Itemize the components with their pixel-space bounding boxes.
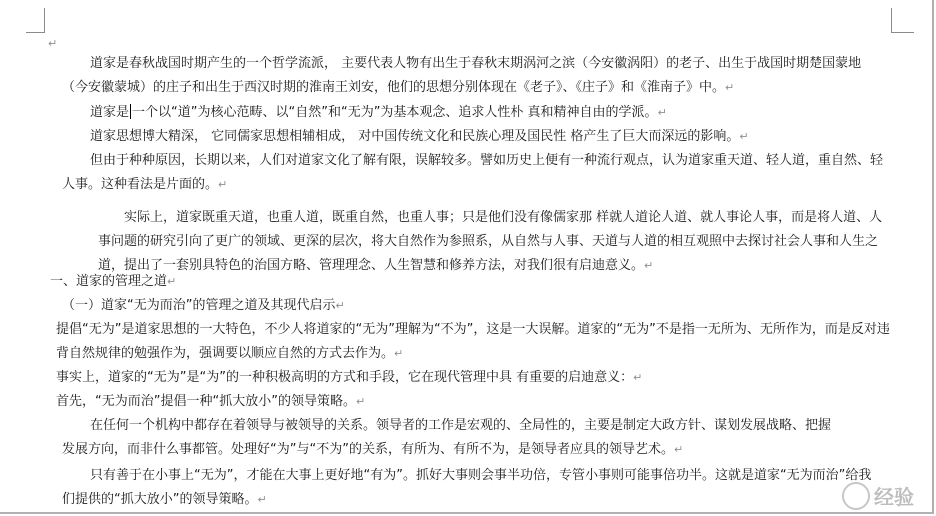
- text-line: （今安徽蒙城）的庄子和出生于西汉时期的淮南王刘安，他们的思想分别体现在《老子》、《庄子》和《淮南子》中。↵: [62, 80, 735, 95]
- text-line: 事问题的研究引向了更广的领域、更深的层次，将大自然作为参照系，从自然与人事、天道与人道的相互观照中去探讨社会人事和人生之: [98, 234, 879, 249]
- subsection-heading: （一）道家“无为而治”的管理之道及其现代启示↵: [62, 298, 345, 313]
- watermark-icon: [842, 482, 870, 510]
- crop-mark-top-right: [891, 8, 914, 33]
- text-line: 事实上，道家的“无为”是“为”的一种积极高明的方式和手段，它在现代管理中具 有重要的启迪意义：↵: [56, 370, 643, 385]
- text-line: 在任何一个机构中都存在着领导与被领导的关系。领导者的工作是宏观的、全局性的，主要是制定大政方针、谋划发展战略、把握: [90, 418, 832, 433]
- text-line: 提倡“无为”是道家思想的一大特色，不少人将道家的“无为”理解为“不为”，这是一大误解。道家的“无为”不是指一无所为、无所作为，而是反对违: [56, 322, 890, 337]
- section-heading: 一、道家的管理之道↵: [50, 274, 177, 289]
- text-line: 人事。这种看法是片面的。↵: [62, 177, 228, 192]
- paragraph-mark: ↵: [48, 37, 58, 50]
- text-line: 只有善于在小事上“无为”，才能在大事上更好地“有为”。抓好大事则会事半功倍，专管小事则可能事倍功半。这就是道家“无为而治”给我: [90, 468, 872, 483]
- text-line: 但由于种种原因，长期以来，人们对道家文化了解有限，误解较多。譬如历史上便有一种流行观点，认为道家重天道、轻人道，重自然、轻: [90, 153, 884, 168]
- text-line: 首先，“无为而治”提倡一种“抓大放小”的领导策略。↵: [56, 394, 366, 409]
- text-line: 背自然规律的勉强作为，强调要以顺应自然的方式去作为。↵: [56, 346, 404, 361]
- text-line: 道家是春秋战国时期产生的一个哲学流派， 主要代表人物有出生于春秋末期涡河之滨（今安徽涡阳）的老子、出生于战国时期楚国蒙地: [90, 56, 862, 71]
- watermark-logo: 经验: [842, 481, 914, 510]
- text-line: 发展方向，而非什么事都管。处理好“为”与“不为”的关系，有所为、有所不为，是领导者应具的领导艺术。↵: [62, 442, 684, 457]
- crop-mark-top-left: [26, 8, 45, 33]
- text-line: 道家是 一个以“道”为核心范畴、以“自然”和“无为”为基本观念、追求人性朴 真和精神自由的学派。↵: [90, 105, 667, 120]
- text-line: 道，提出了一套别具特色的治国方略、管理理念、人生智慧和修养方法，对我们很有启迪意义。↵: [98, 258, 654, 273]
- text-line: 实际上，道家既重天道，也重人道，既重自然，也重人事；只是他们没有像儒家那 样就人道论人道、就人事论人事，而是将人道、人: [124, 210, 883, 225]
- text-line: 道家思想博大精深， 它同儒家思想相辅相成， 对中国传统文化和民族心理及国民性 格产生了巨大而深远的影响。↵: [90, 129, 749, 144]
- text-cursor: [130, 104, 131, 119]
- text-line: 们提供的“抓大放小”的领导策略。↵: [62, 492, 267, 507]
